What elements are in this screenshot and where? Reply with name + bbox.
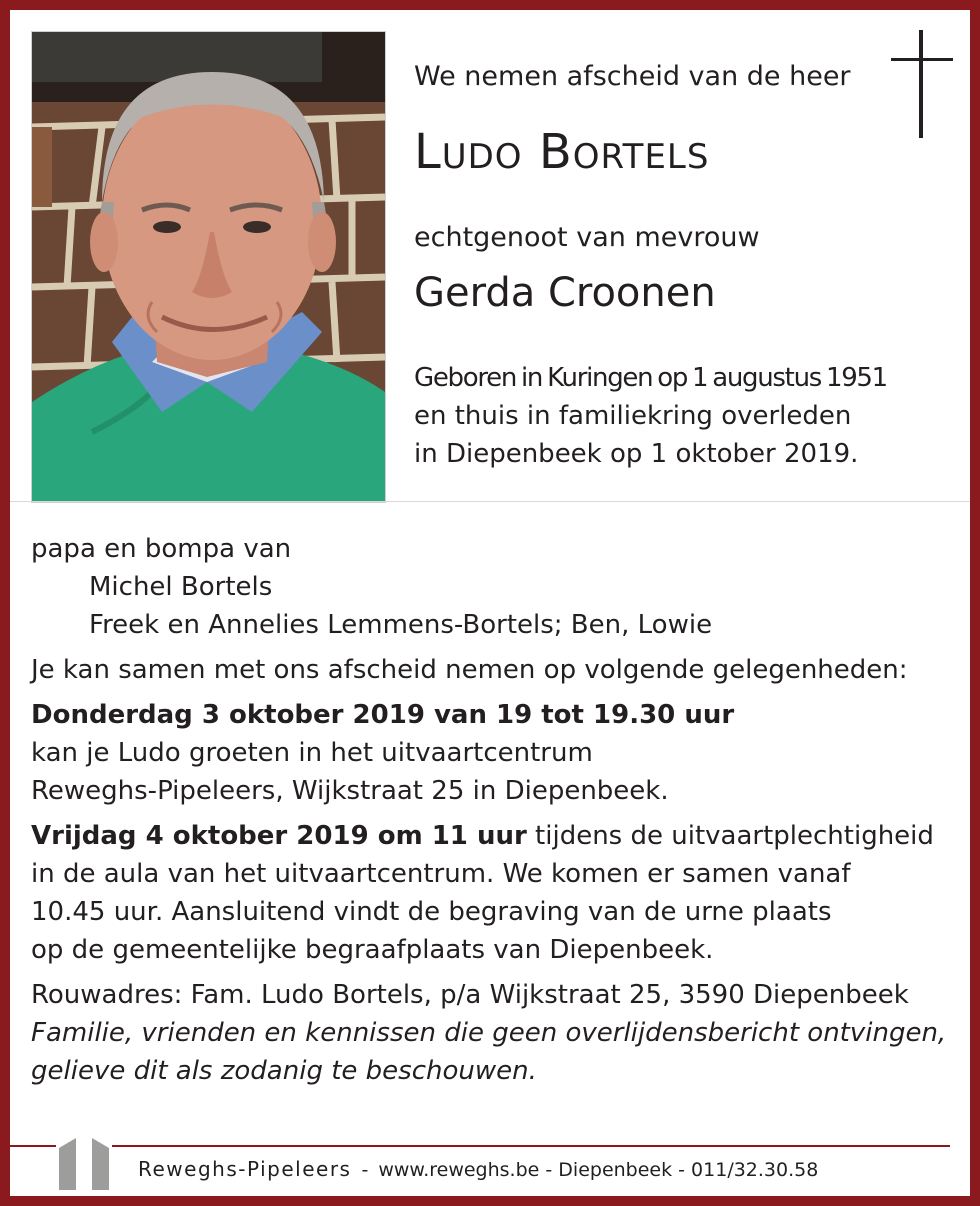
funeral-home-name: Reweghs-Pipeleers (138, 1157, 352, 1181)
ceremony-line: op de gemeentelijke begraafplaats van Diepenbeek. (31, 935, 714, 965)
ceremony-heading: Vrijdag 4 oktober 2019 om 11 uur (31, 821, 527, 851)
announcement-body (31, 530, 961, 1090)
birth-line: Geboren in Kuringen op 1 augustus 1951 (414, 363, 887, 393)
visit-line: Reweghs-Pipeleers, Wijkstraat 25 in Diepenbeek. (31, 776, 669, 806)
visit-heading: Donderdag 3 oktober 2019 van 19 tot 19.30 uur (31, 700, 735, 730)
cross-icon (891, 30, 953, 138)
mourning-address: Rouwadres: Fam. Ludo Bortels, p/a Wijkstraat 25, 3590 Diepenbeek (31, 980, 909, 1010)
deceased-name: Ludo Bortels (414, 124, 710, 180)
visit-line: kan je Ludo groeten in het uitvaartcentrum (31, 738, 593, 768)
farewell-intro: Je kan samen met ons afscheid nemen op volgende gelegenheden: (31, 655, 908, 685)
spouse-label: echtgenoot van mevrouw (414, 222, 760, 253)
funeral-home-logo-icon (56, 1134, 112, 1190)
footer-separator: - (361, 1159, 369, 1181)
ceremony-line: in de aula van het uitvaartcentrum. We komen er samen vanaf (31, 859, 851, 889)
birth-death-details (414, 359, 887, 473)
death-place-line: in Diepenbeek op 1 oktober 2019. (414, 439, 859, 469)
section-divider (10, 501, 970, 502)
death-line: en thuis in familiekring overleden (414, 401, 852, 431)
portrait-photo (31, 31, 386, 503)
ceremony-line: 10.45 uur. Aansluitend vindt de begraving van de urne plaats (31, 897, 832, 927)
spouse-name: Gerda Croonen (414, 270, 716, 316)
notice-line: Familie, vrienden en kennissen die geen overlijdensbericht ontvingen, (31, 1018, 947, 1048)
family-member: Michel Bortels (89, 572, 273, 602)
footer-contact (138, 1156, 818, 1183)
ceremony-line (31, 817, 961, 855)
family-member: Freek en Annelies Lemmens-Bortels; Ben, Lowie (89, 610, 713, 640)
obituary-card (10, 10, 970, 1196)
ceremony-line-rest: tijdens de uitvaartplechtigheid (526, 821, 934, 851)
footer-divider (10, 1145, 950, 1147)
intro-text: We nemen afscheid van de heer (414, 61, 851, 92)
notice-line: gelieve dit als zodanig te beschouwen. (31, 1056, 537, 1086)
family-label: papa en bompa van (31, 534, 292, 564)
funeral-home-contact: www.reweghs.be - Diepenbeek - 011/32.30.58 (378, 1159, 819, 1181)
